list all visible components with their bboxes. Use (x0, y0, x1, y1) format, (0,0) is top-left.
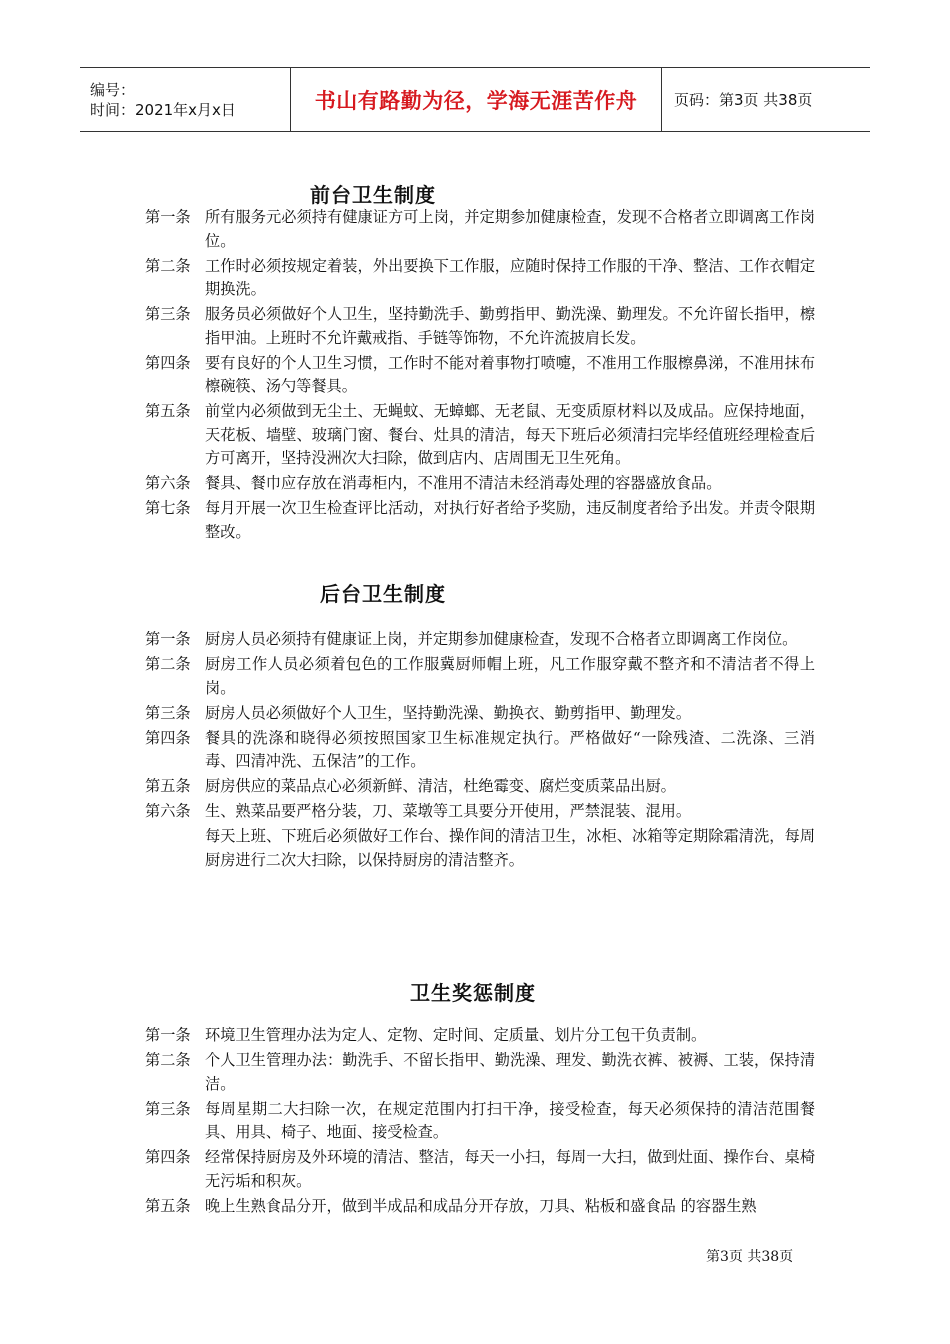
article-label: 第三条 (145, 703, 191, 722)
article-text: 环境卫生管理办法为定人、定物、定时间、定质量、划片分工包干负责制。 (205, 1026, 707, 1044)
article-label: 第三条 (145, 1099, 191, 1118)
page-footer: 第3页 共38页 (706, 1249, 794, 1265)
article (145, 653, 815, 700)
article (145, 727, 815, 774)
article (145, 255, 815, 302)
article-text: 晚上生熟食品分开，做到半成品和成品分开存放，刀具、粘板和盛食品 的容器生熟 (205, 1196, 757, 1215)
section-title: 后台卫生制度 (320, 582, 446, 606)
article-text: 餐具的洗涤和晓得必须按照国家卫生标准规定执行。严格做好“一除残渣、二洗涤、三消毒、四清冲洗、五保洁”的工作。 (205, 728, 815, 770)
article (145, 206, 815, 253)
article-text: 服务员必须做好个人卫生，坚持勤洗手、勤剪指甲、勤洗澡、勤理发。不允许留长指甲，檫指甲油。上班时不允许戴戒指、手链等饰物，不允许流披肩长发。 (205, 305, 815, 347)
article-label: 第七条 (145, 499, 191, 517)
article (145, 497, 815, 544)
article-text: 厨房工作人员必须着包色的工作服冀厨师帽上班，凡工作服穿戴不整齐和不清洁者不得上岗。 (205, 655, 815, 697)
article (145, 775, 815, 799)
article-label: 第六条 (145, 474, 191, 492)
article-text: 要有良好的个人卫生习惯，工作时不能对着事物打喷嚏，不准用工作服檫鼻涕，不准用抹布檫碗筷、汤勺等餐具。 (205, 353, 815, 395)
article-label: 第一条 (145, 630, 191, 648)
article-label: 第二条 (145, 1051, 191, 1069)
article-text: 经常保持厨房及外环境的清洁、整洁，每天一小扫，每周一大扫，做到灶面、操作台、桌椅无污垢和积灰。 (205, 1148, 815, 1190)
section-title: 卫生奖惩制度 (410, 981, 536, 1005)
header-meta (80, 68, 291, 131)
section-title: 前台卫生制度 (310, 183, 436, 207)
article (145, 702, 815, 726)
article-label: 第四条 (145, 353, 191, 372)
article-label: 第二条 (145, 256, 191, 275)
article-label: 第一条 (145, 208, 191, 226)
article-label: 第三条 (145, 305, 191, 323)
article-label: 第四条 (145, 1148, 191, 1166)
article-text: 厨房人员必须做好个人卫生，坚持勤洗澡、勤换衣、勤剪指甲、勤理发。 (205, 703, 691, 722)
article-text: 所有服务元必须持有健康证方可上岗，并定期参加健康检查，发现不合格者立即调离工作岗位。 (205, 208, 815, 250)
article (145, 1049, 815, 1096)
section-front-hygiene (145, 206, 815, 546)
section-back-hygiene (145, 628, 815, 874)
article-label (145, 825, 205, 872)
document-date: 时间：2021年x月x日 (90, 100, 236, 119)
article (145, 352, 815, 399)
article (145, 1098, 815, 1145)
section-reward-penalty (145, 1024, 815, 1220)
article-text: 厨房人员必须持有健康证上岗，并定期参加健康检查，发现不合格者立即调离工作岗位。 (205, 630, 798, 648)
article-text: 每月开展一次卫生检查评比活动，对执行好者给予奖励，违反制度者给予出发。并责令限期整改。 (205, 499, 815, 541)
article (145, 472, 815, 496)
header-motto: 书山有路勤为径，学海无涯苦作舟 (291, 68, 662, 131)
article-label: 第五条 (145, 1196, 191, 1215)
article-label: 第一条 (145, 1026, 191, 1044)
article-text: 餐具、餐巾应存放在消毒柜内，不准用不清洁未经消毒处理的容器盛放食品。 (205, 474, 722, 492)
article (145, 1195, 815, 1219)
page-header (80, 67, 870, 132)
article (145, 800, 815, 824)
article (145, 1024, 815, 1048)
article-text: 厨房供应的菜品点心必须新鲜、清洁，杜绝霉变、腐烂变质菜品出厨。 (205, 777, 676, 795)
article (145, 1146, 815, 1193)
article-text: 每周星期二大扫除一次，在规定范围内打扫干净，接受检查，每天必须保持的清洁范围餐具、用具、椅子、地面、接受检查。 (205, 1099, 815, 1141)
article (145, 825, 815, 872)
document-number: 编号： (90, 80, 136, 99)
article-label: 第五条 (145, 777, 191, 795)
article (145, 628, 815, 652)
article-text: 前堂内必须做到无尘土、无蝇蚊、无蟑螂、无老鼠、无变质原材料以及成品。应保持地面，天花板、墙壁、玻璃门窗、餐台、灶具的清洁，每天下班后必须清扫完毕经值班经理检查后方可离开，坚持没洲次大扫除，做到店内、店周围无卫生死角。 (205, 402, 815, 467)
article (145, 303, 815, 350)
article (145, 400, 815, 471)
article-label: 第四条 (145, 728, 191, 747)
article-text: 每天上班、下班后必须做好工作台、操作间的清洁卫生，冰柜、冰箱等定期除霜清洗，每周厨房进行二次大扫除，以保持厨房的清洁整齐。 (205, 827, 815, 869)
article-label: 第五条 (145, 402, 191, 420)
article-label: 第二条 (145, 655, 191, 673)
article-text: 工作时必须按规定着装，外出要换下工作服，应随时保持工作服的干净、整洁、工作衣帽定期换洗。 (205, 256, 815, 298)
article-text: 生、熟菜品要严格分装，刀、菜墩等工具要分开使用，严禁混装、混用。 (205, 802, 691, 820)
header-page-number: 页码：第3页 共38页 (674, 91, 813, 109)
article-label: 第六条 (145, 802, 191, 820)
article-text: 个人卫生管理办法：勤洗手、不留长指甲、勤洗澡、理发、勤洗衣裤、被褥、工装，保持清洁。 (205, 1051, 815, 1093)
